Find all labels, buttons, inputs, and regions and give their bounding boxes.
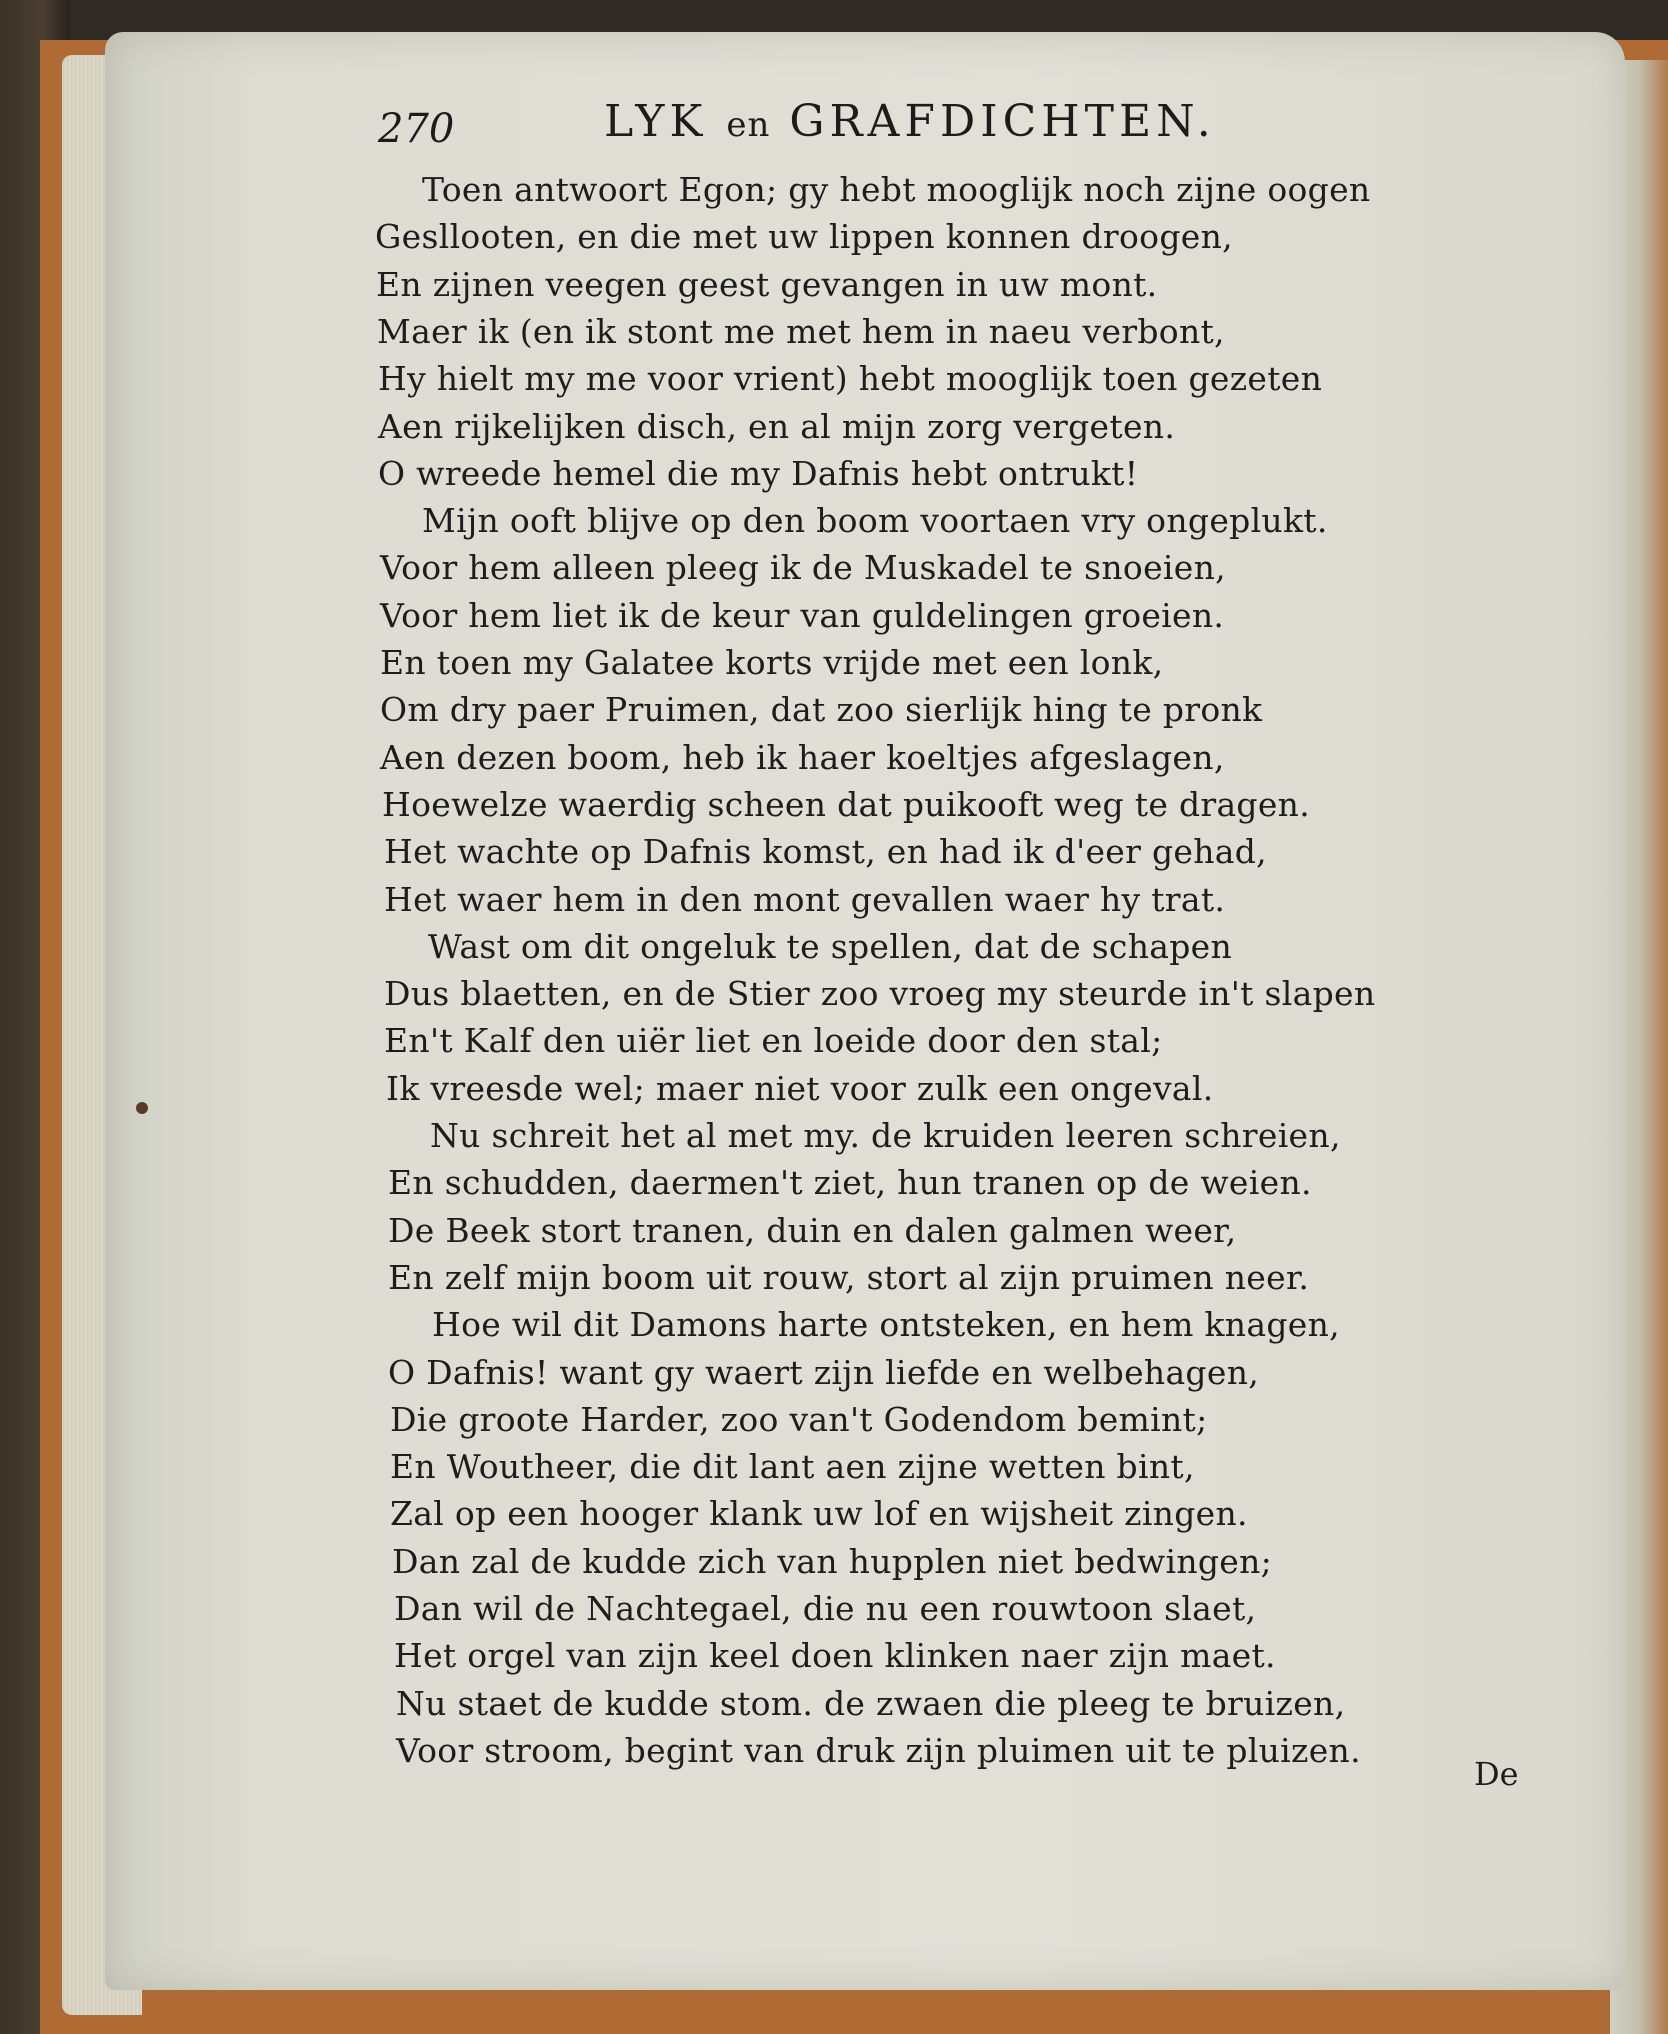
poem-line: Maer ik (en ik stont me met hem in naeu verbont, xyxy=(377,311,1225,351)
poem-line: Aen rijkelijken disch, en al mijn zorg vergeten. xyxy=(378,406,1176,446)
poem-line: Dan zal de kudde zich van hupplen niet bedwingen; xyxy=(392,1541,1273,1581)
poem-line: O wreede hemel die my Dafnis hebt ontrukt! xyxy=(378,453,1139,493)
poem-line: O Dafnis! want gy waert zijn liefde en welbehagen, xyxy=(388,1352,1260,1392)
poem-line: Hoewelze waerdig scheen dat puikooft weg te dragen. xyxy=(382,784,1311,824)
page-stain xyxy=(136,1102,148,1114)
running-head-conjunction: en xyxy=(726,105,771,145)
poem-line: Dus blaetten, en de Stier zoo vroeg my steurde in't slapen xyxy=(384,974,1376,1014)
running-head xyxy=(604,96,1216,146)
poem-line: Het orgel van zijn keel doen klinken naer zijn maet. xyxy=(394,1636,1276,1676)
poem-line: De Beek stort tranen, duin en dalen galmen weer, xyxy=(388,1210,1237,1250)
poem-line: Hy hielt my me voor vrient) hebt mooglijk toen gezeten xyxy=(378,359,1323,399)
poem-line: Gesllooten, en die met uw lippen konnen droogen, xyxy=(375,217,1233,257)
poem-line: En schudden, daermen't ziet, hun tranen op de weien. xyxy=(388,1163,1312,1203)
poem-line: Toen antwoort Egon; gy hebt mooglijk noch zijne oogen xyxy=(422,170,1371,209)
page-number: 270 xyxy=(378,106,455,152)
poem-line: Voor stroom, begint van druk zijn pluimen uit te pluizen. xyxy=(396,1730,1361,1770)
poem-line: Zal op een hooger klank uw lof en wijsheit zingen. xyxy=(390,1494,1248,1534)
poem-line: Dan wil de Nachtegael, die nu een rouwtoon slaet, xyxy=(394,1589,1257,1628)
poem-line: En toen my Galatee korts vrijde met een lonk, xyxy=(380,643,1164,682)
poem-line: Nu schreit het al met my. de kruiden leeren schreien, xyxy=(430,1116,1341,1155)
poem-line: Die groote Harder, zoo van't Godendom bemint; xyxy=(390,1399,1208,1439)
poem-line: Mijn ooft blijve op den boom voortaen vry ongeplukt. xyxy=(422,501,1328,541)
catchword: De xyxy=(1474,1755,1519,1793)
poem-line: Wast om dit ongeluk te spellen, dat de schapen xyxy=(428,926,1233,966)
poem-line: En Woutheer, die dit lant aen zijne wetten bint, xyxy=(390,1447,1195,1487)
poem-line: En zijnen veegen geest gevangen in uw mont. xyxy=(376,264,1158,304)
poem-line: Hoe wil dit Damons harte ontsteken, en hem knagen, xyxy=(432,1305,1340,1345)
poem-line: En zelf mijn boom uit rouw, stort al zijn pruimen neer. xyxy=(388,1257,1310,1297)
running-head-part-2: GRAFDICHTEN. xyxy=(789,96,1216,147)
poem-line: En't Kalf den uiër liet en loeide door den stal; xyxy=(384,1021,1163,1061)
poem-line: Voor hem liet ik de keur van guldelingen groeien. xyxy=(380,595,1225,635)
poem-line: Om dry paer Pruimen, dat zoo sierlijk hing te pronk xyxy=(380,690,1263,730)
poem-line: Voor hem alleen pleeg ik de Muskadel te snoeien, xyxy=(380,548,1226,588)
running-head-part-1: LYK xyxy=(604,96,708,147)
poem-line: Het wachte op Dafnis komst, en had ik d'eer gehad, xyxy=(384,832,1267,872)
poem-line: Aen dezen boom, heb ik haer koeltjes afgeslagen, xyxy=(380,737,1225,777)
poem-line: Ik vreesde wel; maer niet voor zulk een ongeval. xyxy=(386,1068,1214,1108)
poem-line: Nu staet de kudde stom. de zwaen die pleeg te bruizen, xyxy=(396,1683,1346,1723)
poem-line: Het waer hem in den mont gevallen waer hy trat. xyxy=(384,879,1226,919)
